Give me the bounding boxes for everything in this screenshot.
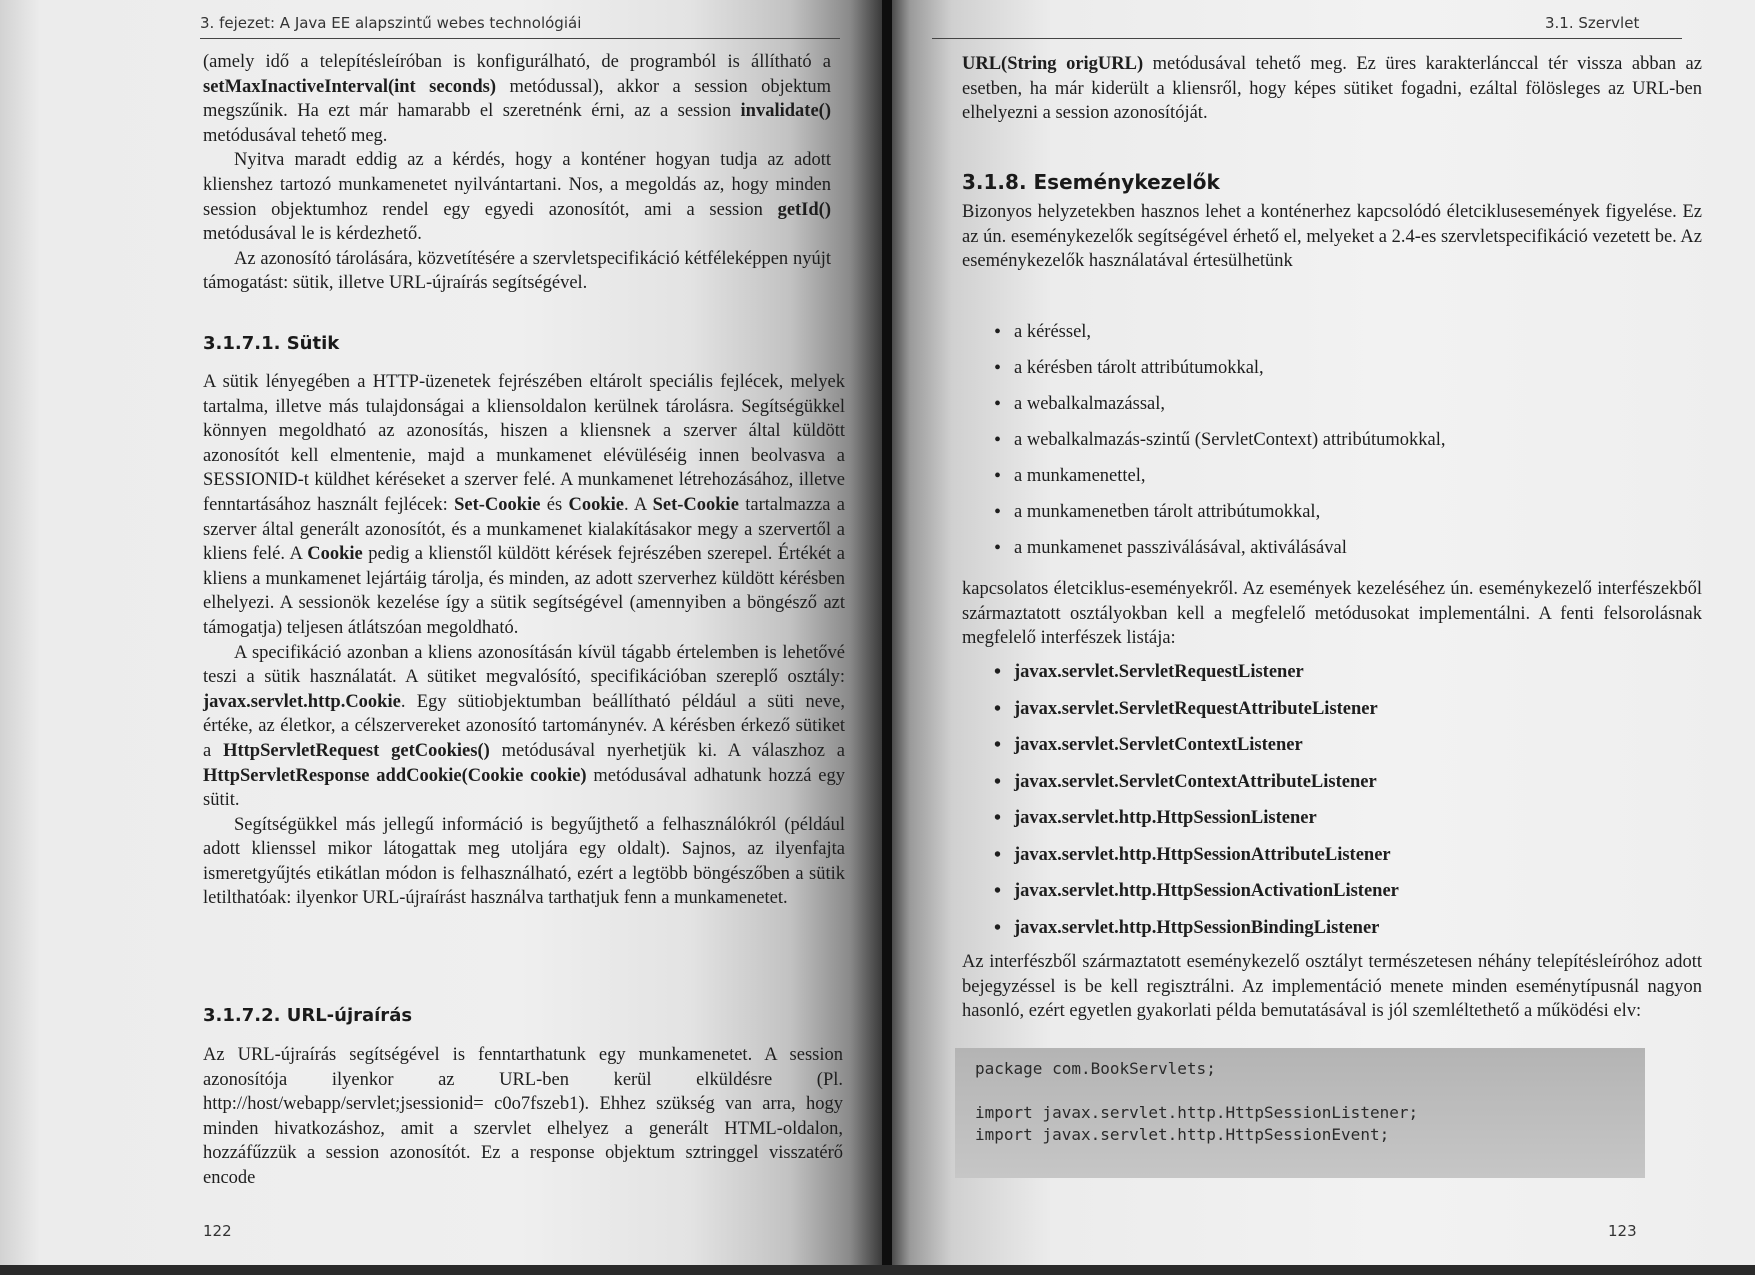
bold-term: Set-Cookie [652, 494, 739, 515]
interface-item: • javax.servlet.ServletRequestAttributeListener [962, 697, 1702, 734]
text-run: . Egy sütiobjektumban beállítható például a süti neve, értéke, az életkor, a célszervereket azonosító tartománynév. A kérésben érkező sütiket a [203, 691, 845, 761]
text-run: metódusával le is kérdezhető. [203, 224, 422, 245]
code-line [975, 1080, 1625, 1102]
paragraph [962, 52, 1702, 126]
left-section2-text [203, 1043, 843, 1191]
bold-term: javax.servlet.http.Cookie [203, 691, 401, 712]
text-run: metódusával tehető meg. Ez üres karakterlánccal tér vissza abban az esetben, ha már kiderült a kliensről, hogy képes sütiket fogadni, ezáltal fölösleges az URL-ben elhelyezni a session azonosítóját. [962, 54, 1702, 124]
text-run: A specifikáció azonban a kliens azonosításán kívül tágabb értelemben is lehetővé teszi a sütik használatát. A sütiket megvalósító, specifikációban szereplő osztály: [203, 642, 845, 688]
paragraph [203, 148, 831, 246]
right-running-header: 3.1. Szervlet [1545, 14, 1640, 32]
paragraph [203, 370, 845, 641]
right-closing-text: Az interfészből származtatott eseménykezelő osztályt természetesen néhány telepítésleíróhoz adott bejegyzéssel is be kell regisztrálni. Az implementáció menete minden eseménytípusnál nagyon hasonló, ezért egyetlen gyakorlati példa bemutatásával is jól szemléltethető a működési elv: [962, 952, 1702, 1022]
bold-term: HttpServletRequest getCookies() [223, 740, 490, 761]
right-top-text [962, 52, 1702, 126]
left-page-number: 122 [203, 1222, 232, 1240]
text-run: Az azonosító tárolására, közvetítésére a szervletspecifikáció kétféleképpen nyújt támogatást: sütik, illetve URL-újraírás segítségével. [203, 248, 831, 294]
bullet-item: • a munkamenet passziválásával, aktiválásával [962, 536, 1702, 572]
code-line: import javax.servlet.http.HttpSessionListener; [975, 1103, 1419, 1122]
section-title-sutik: 3.1.7.1. Sütik [203, 333, 340, 354]
bullet-item: • a kéréssel, [962, 320, 1702, 356]
paragraph [203, 1043, 843, 1191]
text-run: Az URL-újraírás segítségével is fenntarthatunk egy munkamenetet. A session azonosítója ilyenkor az URL-ben kerül elküldésre (Pl. http://host/webapp/servlet;jsessionid= c0o7fszeb1). Ehhez szükség van arra, hogy minden hivatkozáshoz, amit a szervlet elhelyez a generált HTML-oldalon, hozzáfűzzük a session azonosítót. Ez a response objektum sztringgel visszatérő encode [203, 1045, 843, 1188]
interface-item: • javax.servlet.http.HttpSessionListener [962, 806, 1702, 843]
interface-item: • javax.servlet.http.HttpSessionBindingListener [962, 916, 1702, 953]
code-listing [955, 1048, 1645, 1178]
bullet-item: • a webalkalmazással, [962, 392, 1702, 428]
paragraph [203, 641, 845, 813]
text-run: és [540, 494, 569, 515]
text-run: tartalmazza a szerver által generált azonosítót, és a munkamenet kialakításakor megy a szervertől a kliens felé. A [203, 494, 845, 565]
listener-interface-list [962, 660, 1702, 952]
book-spine [882, 0, 892, 1275]
bold-term: getId() [777, 199, 831, 220]
bullet-item: • a webalkalmazás-szintű (ServletContext) attribútumokkal, [962, 428, 1702, 464]
interface-item: • javax.servlet.http.HttpSessionActivationListener [962, 879, 1702, 916]
code-line: import javax.servlet.http.HttpSessionEvent; [975, 1125, 1390, 1144]
bold-term: Cookie [307, 544, 363, 565]
right-page-number: 123 [1608, 1222, 1637, 1240]
paragraph [203, 50, 831, 148]
left-intro-text [203, 50, 831, 296]
interface-item: • javax.servlet.ServletContextAttributeListener [962, 770, 1702, 807]
paragraph [203, 247, 831, 296]
bold-term: Set-Cookie [454, 494, 541, 515]
left-page [0, 0, 882, 1265]
bullet-item: • a munkamenettel, [962, 464, 1702, 500]
interface-item: • javax.servlet.ServletRequestListener [962, 660, 1702, 697]
text-run: metódusával adhatunk hozzá egy sütit. [203, 765, 845, 811]
bullet-item: • a kérésben tárolt attribútumokkal, [962, 356, 1702, 392]
bullet-item: • a munkamenetben tárolt attribútumokkal, [962, 500, 1702, 536]
bold-term: Cookie [568, 494, 624, 515]
text-run: metódusával nyerhetjük ki. A válaszhoz a [489, 740, 845, 761]
text-run: . A [623, 494, 653, 515]
section-title-esemenykezelok: 3.1.8. Eseménykezelők [962, 170, 1220, 194]
left-section1-text [203, 370, 845, 911]
right-section-intro: Bizonyos helyzetekben hasznos lehet a konténerhez kapcsolódó életciklusesemények figyelése. Ez az ún. eseménykezelők segítségével érhető el, melyeket a 2.4-es szervletspecifikáció vezetett be. Az eseménykezelők használatával értesülhetünk [962, 202, 1702, 272]
left-header-rule [200, 38, 840, 39]
text-run: Nyitva maradt eddig az a kérdés, hogy a konténer hogyan tudja az adott klienshez tartozó munkamenetet nyilvántartani. Nos, a megoldás az, hogy minden session objektumhoz rendel egy egyedi azonosítót, ami a session [203, 150, 831, 220]
left-running-header: 3. fejezet: A Java EE alapszintű webes technológiái [200, 14, 582, 32]
text-run: Segítségükkel más jellegű információ is begyűjthető a felhasználókról (például adott klienssel mikor látogattak meg utoljára egy oldalt). Sajnos, az ilyenfajta ismeretgyűjtés etikátlan módon is felhasználható, ezért a legtöbb böngészőben a sütik letilthatóak: ilyenkor URL-újraírást használva tarthatjuk fenn a munkamenetet. [203, 814, 845, 909]
text-run: metódussal), akkor a session objektum megszűnik. Ha ezt már hamarabb el szeretnénk érni, az a session [203, 76, 831, 122]
bottom-edge [0, 1265, 1755, 1275]
lifecycle-bullet-list [962, 320, 1702, 572]
text-run: (amely idő a telepítésleíróban is konfigurálható, de programból is állítható a [203, 52, 831, 72]
text-run: pedig a klienstől küldött kérések fejrészében szerepel. Értékét a kliens a munkamenet lejártáig tárolja, és minden, az adott szerverhez küldött kérésben elhelyezi. A sessionök kezelése így a sütik segítségével (amennyiben a böngésző azt támogatja) teljesen átlátszóan megoldható. [203, 544, 845, 638]
text-run: metódusával tehető meg. [203, 125, 388, 146]
code-line: package com.BookServlets; [975, 1059, 1216, 1078]
interface-item: • javax.servlet.ServletContextListener [962, 733, 1702, 770]
paragraph [203, 813, 845, 911]
bold-term: URL(String origURL) [962, 54, 1144, 74]
bold-term: HttpServletResponse addCookie(Cookie cookie) [203, 765, 587, 786]
bold-term: invalidate() [740, 101, 831, 122]
text-run: A sütik lényegében a HTTP-üzenetek fejrészében eltárolt speciális fejlécek, melyek tartalma, illetve más tulajdonságai a kliensoldalon kerülnek tárolásra. Segítségükkel könnyen megoldható az azonosítás, hiszen a kliensnek a szerver által küldött azonosítót kell elmentenie, majd a munkamenet elévüléséig innen beolvasva a SESSIONID-t küldhet kéréseket a szerver felé. A munkamenet létrehozásához, illetve fenntartásához használt fejlécek: [203, 372, 845, 515]
right-after-bullets-text: kapcsolatos életciklus-eseményekről. Az események kezeléséhez ún. eseménykezelő interfészekből származtatott osztályokban kell a megfelelő metódusokat implementálni. A fenti felsorolásnak megfelelő interfészek listája: [962, 579, 1702, 649]
section-title-url-rewriting: 3.1.7.2. URL-újraírás [203, 1005, 413, 1026]
bold-term: setMaxInactiveInterval(int seconds) [203, 76, 496, 97]
right-header-rule [932, 38, 1682, 39]
interface-item: • javax.servlet.http.HttpSessionAttributeListener [962, 843, 1702, 880]
